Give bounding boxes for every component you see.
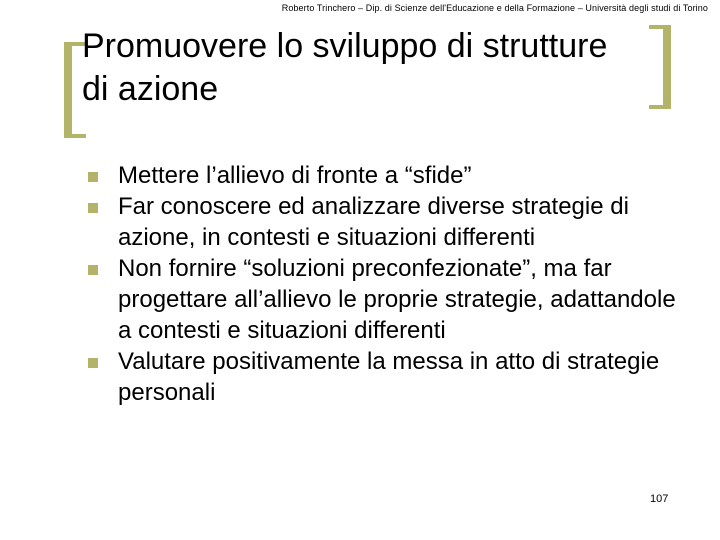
list-item (88, 191, 688, 253)
page-number: 107 (650, 493, 669, 505)
bullet-text: Valutare positivamente la messa in atto di strategie personali (118, 348, 660, 406)
bullet-text: Non fornire “soluzioni preconfezionate”, ma far progettare all’allievo le proprie strategie, adattandole a contesti e situazioni differenti (118, 255, 676, 344)
square-bullet-icon (88, 203, 98, 213)
list-item (88, 160, 688, 191)
square-bullet-icon (88, 358, 98, 368)
square-bullet-icon (88, 265, 98, 275)
bullet-text: Mettere l’allievo di fronte a “sfide” (118, 162, 472, 189)
bullet-list (88, 160, 688, 408)
slide-header: Roberto Trinchero – Dip. di Scienze dell'Educazione e della Formazione – Università degli studi di Torino (281, 3, 708, 13)
square-bullet-icon (88, 172, 98, 182)
list-item (88, 253, 688, 346)
list-item (88, 346, 688, 408)
bullet-text: Far conoscere ed analizzare diverse strategie di azione, in contesti e situazioni differenti (118, 193, 629, 251)
slide-title: Promuovere lo sviluppo di strutture di azione (82, 27, 608, 108)
title-bracket-right (649, 25, 671, 109)
